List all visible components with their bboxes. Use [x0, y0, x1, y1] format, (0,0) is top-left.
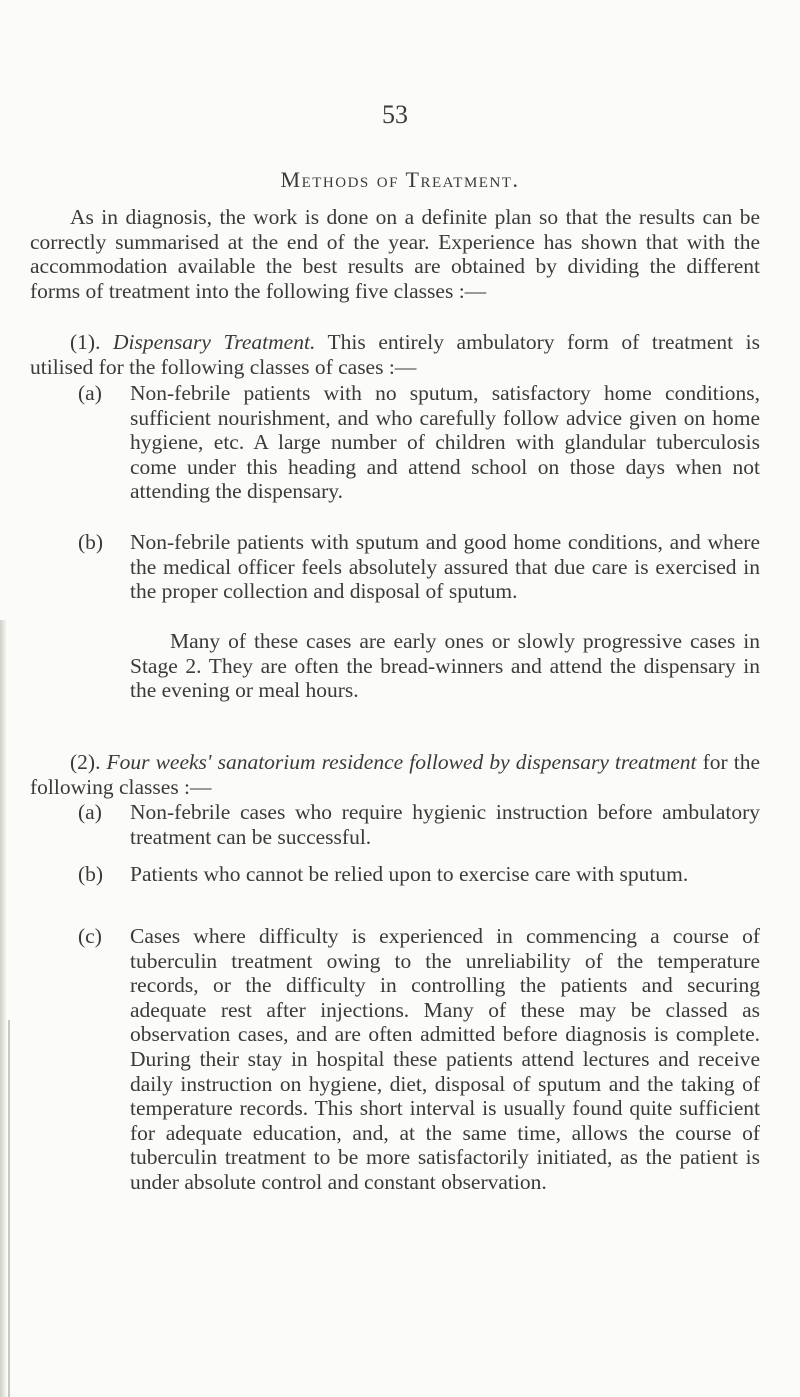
section-heading: Methods of Treatment. [280, 167, 520, 192]
page-binding-shadow [0, 620, 6, 1397]
section2-paragraph [30, 750, 760, 799]
intro-paragraph: As in diagnosis, the work is done on a definite plan so that the results can be correctly summarised at the end of the year. Experience has shown that with the accommodation available the best results are obtained by dividing the different forms of treatment into the following five classes :— [30, 205, 760, 303]
section1-item-b-label: (b) [78, 530, 104, 554]
section2-item-c-text: Cases where difficulty is experienced in commencing a course of tuberculin treatment owing to the unreliability of the temperature records, or the difficulty in controlling the patients and securing adequate rest after injections. Many of these may be classed as observation cases, and are often admitted before diagnosis is complete. During their stay in hospital these patients attend lectures and receive daily instruction on hygiene, diet, disposal of sputum and the taking of temperature records. This short interval is usually found quite sufficient for adequate education, and, at the same time, allows the course of tuberculin treatment to be more satisfactorily initiated, as the patient is under absolute control and constant observation. [130, 924, 760, 1194]
section2-text: for the following classes :— [30, 750, 760, 799]
section2-item-c-label: (c) [78, 924, 102, 948]
section1-title: Dispensary Treatment. [113, 330, 316, 354]
section1-item-b-text: Non-febrile patients with sputum and good home conditions, and where the medical officer feels absolutely assured that due care is exercised in the proper collection and disposal of sputum. [130, 530, 760, 604]
section1-text: This entirely ambulatory form of treatment is utilised for the following classes of cases :— [30, 330, 761, 379]
section2-number: (2). [70, 750, 101, 774]
section1-paragraph [30, 330, 760, 379]
section2-item-b-label: (b) [78, 862, 104, 886]
section1-item-a-text: Non-febrile patients with no sputum, satisfactory home conditions, sufficient nourishment, and who carefully follow advice given on home hygiene, etc. A large number of children with glandular tuberculosis come under this heading and attend school on those days when not attending the dispensary. [130, 381, 760, 504]
page-number: 53 [382, 100, 408, 129]
section1-item-a-label: (a) [78, 381, 102, 405]
section2-item-b-text: Patients who cannot be relied upon to exercise care with sputum. [130, 862, 689, 886]
page-binding-line [8, 1020, 10, 1397]
section2-item-a-text: Non-febrile cases who require hygienic instruction before ambulatory treatment can be successful. [130, 800, 760, 849]
section1-number: (1). [70, 330, 101, 354]
section2-title: Four weeks' sanatorium residence followed by dispensary treatment [106, 750, 697, 774]
section1-item-b-extra: Many of these cases are early ones or slowly progressive cases in Stage 2. They are often the bread-winners and attend the dispensary in the evening or meal hours. [130, 629, 760, 703]
section2-item-a-label: (a) [78, 800, 102, 824]
